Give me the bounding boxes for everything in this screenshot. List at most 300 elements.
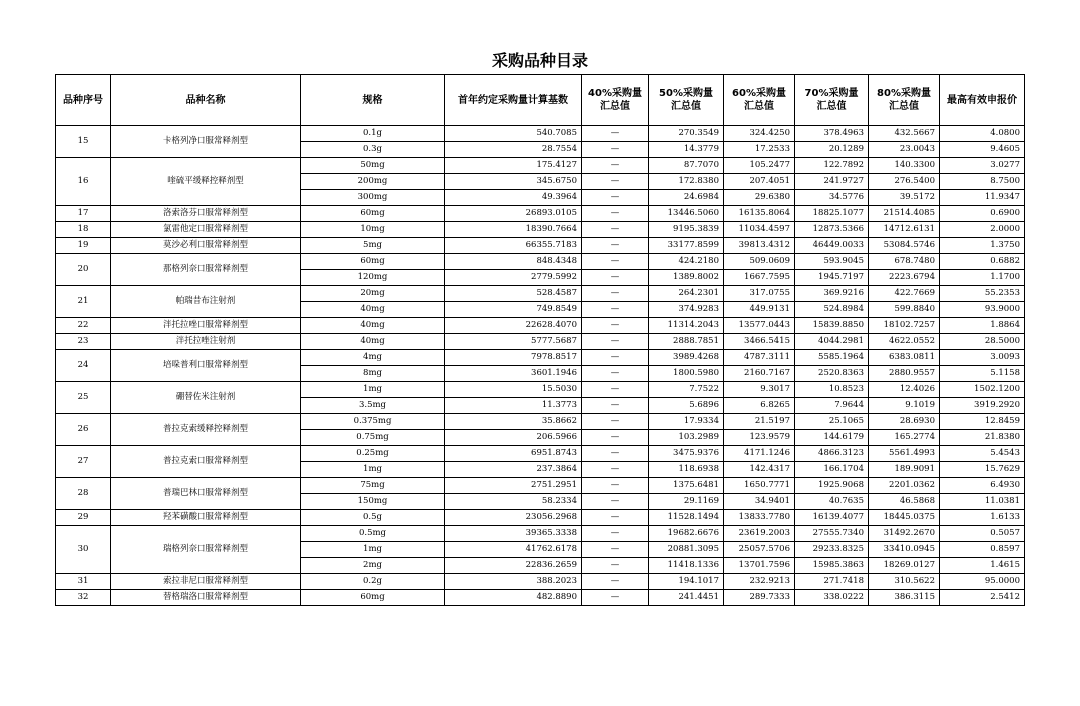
table-cell: 49.3964 [445,190,582,206]
table-cell: 0.3g [301,142,445,158]
table-cell: 175.4127 [445,158,582,174]
table-cell: 23.0043 [869,142,940,158]
header-cell: 50%采购量 汇总值 [649,75,724,126]
table-cell: 12.8459 [940,414,1025,430]
variety-name: 普拉克索口服常释剂型 [111,446,301,478]
table-row [56,222,1025,238]
table-cell: 424.2180 [649,254,724,270]
table-cell: 264.2301 [649,286,724,302]
table-cell: 9195.3839 [649,222,724,238]
table-cell: 122.7892 [795,158,869,174]
table-cell: 2880.9557 [869,366,940,382]
table-cell: — [582,430,649,446]
table-cell: 388.2023 [445,574,582,590]
table-cell: 1.4615 [940,558,1025,574]
table-cell: 386.3115 [869,590,940,606]
table-cell: 3466.5415 [724,334,795,350]
table-cell: 540.7085 [445,126,582,142]
table-row [56,206,1025,222]
table-cell: 12873.5366 [795,222,869,238]
table-cell: 5mg [301,238,445,254]
table-cell: 11314.2043 [649,318,724,334]
header-cell: 40%采购量 汇总值 [582,75,649,126]
table-cell: 6383.0811 [869,350,940,366]
table-cell: 21.8380 [940,430,1025,446]
table-cell: 528.4587 [445,286,582,302]
table-cell: 87.7070 [649,158,724,174]
table-cell: 46449.0033 [795,238,869,254]
table-cell: 40.7635 [795,494,869,510]
table-cell: — [582,446,649,462]
table-cell: 9.4605 [940,142,1025,158]
table-cell: — [582,222,649,238]
procurement-table [55,74,1025,606]
table-cell: 317.0755 [724,286,795,302]
table-cell: 0.5057 [940,526,1025,542]
table-cell: 21.5197 [724,414,795,430]
table-row [56,446,1025,462]
variety-name: 羟苯磺酸口服常释剂型 [111,510,301,526]
table-cell: 20.1289 [795,142,869,158]
table-cell: 140.3300 [869,158,940,174]
table-cell: — [582,414,649,430]
table-cell: 1502.1200 [940,382,1025,398]
table-cell: 18269.0127 [869,558,940,574]
table-cell: 232.9213 [724,574,795,590]
table-cell: 207.4051 [724,174,795,190]
table-cell: 28.5000 [940,334,1025,350]
variety-number: 27 [56,446,111,478]
table-row [56,126,1025,142]
table-cell: 16135.8064 [724,206,795,222]
table-cell: — [582,398,649,414]
table-cell: 1.8864 [940,318,1025,334]
table-row [56,382,1025,398]
variety-name: 普拉克索缓释控释剂型 [111,414,301,446]
table-cell: 105.2477 [724,158,795,174]
table-cell: 11.3773 [445,398,582,414]
table-row [56,286,1025,302]
table-cell: 53084.5746 [869,238,940,254]
table-cell: 9.1019 [869,398,940,414]
table-cell: 300mg [301,190,445,206]
table-cell: 3.0277 [940,158,1025,174]
table-cell: — [582,142,649,158]
table-cell: 5.6896 [649,398,724,414]
table-cell: 422.7669 [869,286,940,302]
table-cell: 4866.3123 [795,446,869,462]
page-title: 采购品种目录 [491,51,588,70]
table-row [56,350,1025,366]
table-cell: 8mg [301,366,445,382]
table-cell: 7.7522 [649,382,724,398]
table-cell: 16139.4077 [795,510,869,526]
table-cell: — [582,542,649,558]
table-cell: 206.5966 [445,430,582,446]
table-cell: 8.7500 [940,174,1025,190]
table-cell: 4.0800 [940,126,1025,142]
table-cell: 2mg [301,558,445,574]
table-cell: 0.6900 [940,206,1025,222]
table-cell: 5561.4993 [869,446,940,462]
table-cell: 0.5mg [301,526,445,542]
table-cell: 40mg [301,334,445,350]
table-cell: 1650.7771 [724,478,795,494]
variety-number: 23 [56,334,111,350]
table-cell: 23619.2003 [724,526,795,542]
table-cell: 60mg [301,206,445,222]
table-cell: 1mg [301,462,445,478]
table-cell: 60mg [301,590,445,606]
table-cell: 1389.8002 [649,270,724,286]
table-cell: 369.9216 [795,286,869,302]
variety-number: 31 [56,574,111,590]
table-cell: 46.5868 [869,494,940,510]
table-cell: 29.6380 [724,190,795,206]
table-cell: 5.4543 [940,446,1025,462]
table-cell: 2779.5992 [445,270,582,286]
table-cell: 19682.6676 [649,526,724,542]
table-cell: — [582,286,649,302]
variety-name: 洛索洛芬口服常释剂型 [111,206,301,222]
variety-number: 24 [56,350,111,382]
table-cell: 241.9727 [795,174,869,190]
table-cell: 4622.0552 [869,334,940,350]
table-cell: 15985.3863 [795,558,869,574]
table-cell: 1375.6481 [649,478,724,494]
variety-number: 29 [56,510,111,526]
table-row [56,414,1025,430]
table-cell: 29233.8325 [795,542,869,558]
variety-number: 21 [56,286,111,318]
table-cell: 0.5g [301,510,445,526]
table-cell: — [582,510,649,526]
table-cell: 374.9283 [649,302,724,318]
table-row [56,574,1025,590]
table-row [56,478,1025,494]
table-cell: 276.5400 [869,174,940,190]
table-cell: 1.6133 [940,510,1025,526]
table-cell: 144.6179 [795,430,869,446]
table-cell: 18445.0375 [869,510,940,526]
table-cell: 10mg [301,222,445,238]
variety-name: 帕瑞昔布注射剂 [111,286,301,318]
header-cell: 规格 [301,75,445,126]
table-cell: — [582,126,649,142]
table-cell: 25057.5706 [724,542,795,558]
table-row [56,254,1025,270]
table-row [56,526,1025,542]
table-cell: 28.6930 [869,414,940,430]
table-cell: 599.8840 [869,302,940,318]
table-cell: 14.3779 [649,142,724,158]
table-cell: 40mg [301,318,445,334]
table-cell: 200mg [301,174,445,190]
table-cell: 50mg [301,158,445,174]
table-cell: 6951.8743 [445,446,582,462]
table-cell: 20881.3095 [649,542,724,558]
variety-number: 19 [56,238,111,254]
table-cell: — [582,462,649,478]
table-cell: 5585.1964 [795,350,869,366]
table-cell: 189.9091 [869,462,940,478]
table-cell: 15.5030 [445,382,582,398]
table-cell: 123.9579 [724,430,795,446]
table-row [56,158,1025,174]
table-cell: 749.8549 [445,302,582,318]
table-cell: 150mg [301,494,445,510]
table-cell: 103.2989 [649,430,724,446]
table-cell: — [582,334,649,350]
table-cell: 270.3549 [649,126,724,142]
variety-name: 那格列奈口服常释剂型 [111,254,301,286]
table-cell: 10.8523 [795,382,869,398]
table-cell: 2888.7851 [649,334,724,350]
table-cell: — [582,494,649,510]
table-cell: — [582,206,649,222]
table-cell: 3601.1946 [445,366,582,382]
table-cell: 2.5412 [940,590,1025,606]
table-cell: — [582,158,649,174]
table-cell: 31492.2670 [869,526,940,542]
table-cell: 13446.5060 [649,206,724,222]
variety-number: 15 [56,126,111,158]
table-cell: 241.4451 [649,590,724,606]
variety-number: 17 [56,206,111,222]
variety-name: 瑞格列奈口服常释剂型 [111,526,301,574]
variety-number: 32 [56,590,111,606]
table-cell: 17.2533 [724,142,795,158]
table-cell: 29.1169 [649,494,724,510]
table-cell: 482.8890 [445,590,582,606]
table-row [56,510,1025,526]
variety-name: 硼替佐米注射剂 [111,382,301,414]
table-cell: 4mg [301,350,445,366]
table-cell: 524.8984 [795,302,869,318]
table-cell: 0.25mg [301,446,445,462]
table-cell: — [582,478,649,494]
header-cell: 最高有效申报价 [940,75,1025,126]
table-cell: 6.4930 [940,478,1025,494]
table-cell: 289.7333 [724,590,795,606]
table-cell: 11034.4597 [724,222,795,238]
table-cell: — [582,590,649,606]
table-cell: 345.6750 [445,174,582,190]
table-cell: 25.1065 [795,414,869,430]
variety-name: 莫沙必利口服常释剂型 [111,238,301,254]
header-cell: 60%采购量 汇总值 [724,75,795,126]
table-cell: 0.75mg [301,430,445,446]
table-cell: 449.9131 [724,302,795,318]
table-row [56,334,1025,350]
table-cell: 18102.7257 [869,318,940,334]
table-cell: 1800.5980 [649,366,724,382]
table-cell: 378.4963 [795,126,869,142]
table-cell: 58.2334 [445,494,582,510]
table-cell: 432.5667 [869,126,940,142]
table-cell: 0.1g [301,126,445,142]
table-cell: 0.375mg [301,414,445,430]
header-cell: 品种序号 [56,75,111,126]
table-cell: — [582,574,649,590]
table-cell: 3.5mg [301,398,445,414]
table-cell: 4787.3111 [724,350,795,366]
table-cell: 22836.2659 [445,558,582,574]
table-cell: 0.2g [301,574,445,590]
table-cell: 310.5622 [869,574,940,590]
table-cell: — [582,238,649,254]
table-cell: — [582,350,649,366]
table-cell: 15839.8850 [795,318,869,334]
table-cell: 194.1017 [649,574,724,590]
table-cell: — [582,526,649,542]
table-cell: 21514.4085 [869,206,940,222]
table-cell: 26893.0105 [445,206,582,222]
table-cell: 20mg [301,286,445,302]
header-cell: 80%采购量 汇总值 [869,75,940,126]
table-cell: 271.7418 [795,574,869,590]
table-cell: 15.7629 [940,462,1025,478]
table-cell: 5777.5687 [445,334,582,350]
table-cell: — [582,190,649,206]
variety-number: 30 [56,526,111,574]
table-cell: 7.9644 [795,398,869,414]
table-cell: 338.0222 [795,590,869,606]
table-cell: 24.6984 [649,190,724,206]
table-cell: 165.2774 [869,430,940,446]
header-cell: 70%采购量 汇总值 [795,75,869,126]
table-cell: 33177.8599 [649,238,724,254]
table-cell: 11.0381 [940,494,1025,510]
table-cell: 1.3750 [940,238,1025,254]
table-cell: 2751.2951 [445,478,582,494]
variety-number: 18 [56,222,111,238]
table-cell: 120mg [301,270,445,286]
table-cell: 34.9401 [724,494,795,510]
table-cell: 2.0000 [940,222,1025,238]
table-cell: 142.4317 [724,462,795,478]
table-cell: 5.1158 [940,366,1025,382]
table-cell: 0.6882 [940,254,1025,270]
table-cell: — [582,366,649,382]
variety-name: 培哚普利口服常释剂型 [111,350,301,382]
variety-number: 25 [56,382,111,414]
table-cell: 166.1704 [795,462,869,478]
table-row [56,318,1025,334]
table-cell: — [582,270,649,286]
table-cell: 324.4250 [724,126,795,142]
table-cell: 34.5776 [795,190,869,206]
table-cell: — [582,558,649,574]
table-cell: 55.2353 [940,286,1025,302]
table-cell: — [582,382,649,398]
header-cell: 品种名称 [111,75,301,126]
table-cell: 7978.8517 [445,350,582,366]
table-cell: 2160.7167 [724,366,795,382]
table-cell: 18390.7664 [445,222,582,238]
variety-name: 喹硫平缓释控释剂型 [111,158,301,206]
table-cell: 3989.4268 [649,350,724,366]
table-cell: 33410.0945 [869,542,940,558]
table-cell: 95.0000 [940,574,1025,590]
table-cell: 848.4348 [445,254,582,270]
table-cell: 27555.7340 [795,526,869,542]
variety-number: 16 [56,158,111,206]
table-row [56,238,1025,254]
table-cell: 39.5172 [869,190,940,206]
table-cell: 35.8662 [445,414,582,430]
table-cell: 23056.2968 [445,510,582,526]
table-cell: 593.9045 [795,254,869,270]
table-cell: 28.7554 [445,142,582,158]
table-cell: 39365.3338 [445,526,582,542]
table-cell: — [582,254,649,270]
table-cell: 66355.7183 [445,238,582,254]
table-cell: 22628.4070 [445,318,582,334]
table-cell: 237.3864 [445,462,582,478]
table-cell: 13701.7596 [724,558,795,574]
table-cell: 678.7480 [869,254,940,270]
table-cell: 4171.1246 [724,446,795,462]
table-cell: 1925.9068 [795,478,869,494]
table-cell: 11.9347 [940,190,1025,206]
variety-name: 卡格列净口服常释剂型 [111,126,301,158]
table-cell: 11418.1336 [649,558,724,574]
table-cell: 3.0093 [940,350,1025,366]
variety-name: 泮托拉唑口服常释剂型 [111,318,301,334]
header-cell: 首年约定采购量计算基数 [445,75,582,126]
table-cell: 3475.9376 [649,446,724,462]
table-cell: — [582,318,649,334]
table-cell: 14712.6131 [869,222,940,238]
table-cell: 2223.6794 [869,270,940,286]
variety-name: 替格瑞洛口服常释剂型 [111,590,301,606]
variety-number: 28 [56,478,111,510]
table-cell: 41762.6178 [445,542,582,558]
table-cell: 9.3017 [724,382,795,398]
table-cell: 40mg [301,302,445,318]
table-cell: 1mg [301,542,445,558]
table-cell: 39813.4312 [724,238,795,254]
table-cell: 75mg [301,478,445,494]
table-cell: 172.8380 [649,174,724,190]
table-cell: 11528.1494 [649,510,724,526]
table-cell: 6.8265 [724,398,795,414]
table-cell: 1945.7197 [795,270,869,286]
table-cell: 2520.8363 [795,366,869,382]
table-cell: 13577.0443 [724,318,795,334]
header-row [56,75,1025,126]
table-cell: 1667.7595 [724,270,795,286]
table-cell: 509.0609 [724,254,795,270]
table-cell: 1mg [301,382,445,398]
variety-number: 26 [56,414,111,446]
variety-name: 索拉非尼口服常释剂型 [111,574,301,590]
table-cell: 18825.1077 [795,206,869,222]
variety-number: 20 [56,254,111,286]
table-cell: 1.1700 [940,270,1025,286]
table-cell: 2201.0362 [869,478,940,494]
table-cell: — [582,302,649,318]
table-cell: 3919.2920 [940,398,1025,414]
table-cell: 4044.2981 [795,334,869,350]
table-cell: 60mg [301,254,445,270]
variety-name: 氯雷他定口服常释剂型 [111,222,301,238]
table-cell: 12.4026 [869,382,940,398]
table-cell: 13833.7780 [724,510,795,526]
table-cell: 17.9334 [649,414,724,430]
table-cell: 0.8597 [940,542,1025,558]
